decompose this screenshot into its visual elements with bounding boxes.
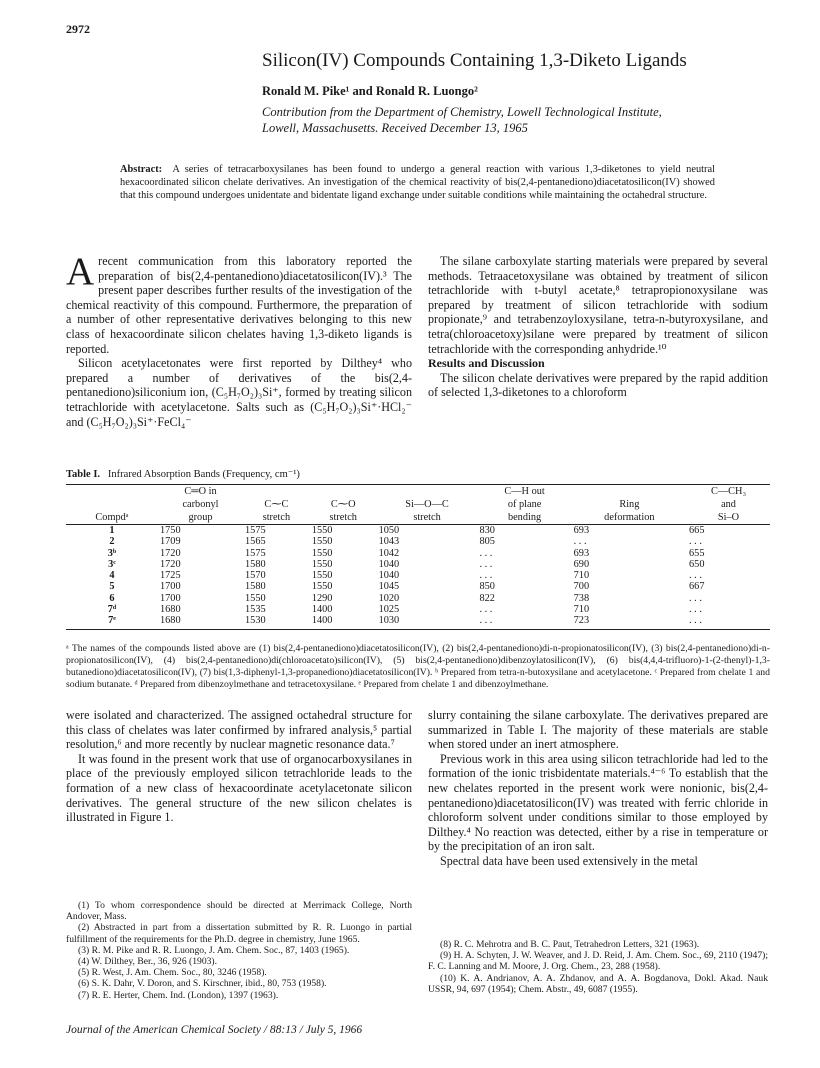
table-header-cell: C—CH₃ [687, 485, 770, 499]
table-row [66, 548, 770, 559]
table-row [66, 604, 770, 615]
table-cell: . . . [689, 570, 702, 582]
body-paragraph: Previous work in this area using silicon tetrachloride had led to the formation of the ionic trisbidentate materials.⁴⁻⁶ To establish that the new chelates reported in the present work were nonionic, bis(2,4-pentanediono)diacetatosilicon(IV) was treated with ferric chloride in chloroform solvent under conditions similar to those employed by Dilthey.⁴ No reaction was detected, either by a rise in temperature or by the precipitation of an iron salt. [428, 751, 768, 854]
footnote: (5) R. West, J. Am. Chem. Soc., 80, 3246 (1958). [78, 967, 267, 979]
footnote: (1) To whom correspondence should be directed at Merrimack College, North Andover, Mass. [66, 900, 412, 923]
footnote: (10) K. A. Andrianov, A. A. Zhdanov, and A. A. Bogdanova, Dokl. Akad. Nauk USSR, 94, 697 (1954); Chem. Abstr., 49, 6087 (1955). [428, 972, 768, 995]
footnotes-right [428, 939, 768, 995]
table-header-cell [66, 498, 158, 511]
footnotes-left [66, 900, 412, 1001]
table-cell: 1550 [311, 547, 333, 559]
table-header-cell: and [721, 499, 736, 510]
table-header-cell [377, 485, 478, 499]
table-header-cell: C⁓C [264, 499, 289, 510]
table-cell: 1720 [160, 547, 181, 559]
table-cell: 805 [479, 536, 495, 548]
table-cell: 710 [573, 604, 590, 616]
page-number: 2972 [66, 22, 90, 36]
journal-footer: Journal of the American Chemical Society / 88:13 / July 5, 1966 [66, 1024, 363, 1036]
table-cell: 710 [573, 570, 590, 582]
data-table [66, 484, 770, 630]
table-header-cell [572, 485, 687, 499]
table-row [66, 581, 770, 592]
compound-id-cell: 3ᵇ [107, 547, 117, 559]
footnote: (8) R. C. Mehrotra and B. C. Paut, Tetrahedron Letters, 321 (1963). [440, 939, 700, 950]
table-cell: . . . [689, 536, 702, 548]
table-cell: 1750 [160, 525, 181, 536]
footnote: (9) H. A. Schyten, J. W. Weaver, and J. D. Reid, J. Am. Chem. Soc., 69, 2110 (1947); F. C. Lanning and M. Moore, J. Org. Chem., 23, 288 (1958). [428, 950, 768, 973]
intro-paragraph [66, 250, 412, 356]
table-header-cell: C—H out [477, 485, 571, 499]
table-header-cell: of plane [507, 499, 542, 510]
table-footnotes: ᵃ The names of the compounds listed above are (1) bis(2,4-pentanediono)diacetatosilicon(IV), (2) bis(2,4-pentanediono)di-n-propionatosilicon(IV), (3) bis(2,4-pentanediono)di-n-propionatosilicon(IV), (4) bis(2,4-pentanediono)di(chloroacetato)silicon(IV), (5) bis(2,4-pentanediono)dibenzoylatosilicon(IV), (6) bis(4,4,4-trifluoro)-1-(2-thenyl)-1,3-butanediono)diacetatosilicon(IV), (7) bis(1,3-diphenyl-1,3-propanediono)diacetatosilicon(IV). ᵇ Prepared from tetra-n-butoxysilane and acetylacetone. ᶜ Prepared from chelate 1 and sodium butanate. ᵈ Prepared from dibenzoylmethane and tetracetoxysilane. ᵉ Prepared from chelate 1 and dibenzoylmethane. [66, 643, 770, 690]
table-cell: 1680 [160, 604, 181, 616]
table-cell: 690 [573, 558, 590, 570]
column-left-top [66, 250, 412, 429]
table-cell: 1550 [311, 525, 333, 536]
table-header-cell: Si—O—C [405, 499, 449, 510]
table-cell: 850 [479, 581, 495, 593]
compound-id-cell: 3ᶜ [108, 558, 116, 570]
footnote: (3) R. M. Pike and R. R. Luongo, J. Am. Chem. Soc., 87, 1403 (1965). [78, 944, 350, 956]
table-cell: 1535 [245, 604, 266, 616]
intro-text: recent communication from this laboratory reported the preparation of bis(2,4-pentanediono)diacetatosilicon(IV).³ The present paper describes further results of the investigation of the chemical reactivity of this compound. Furthermore, the preparation of a number of other representative derivatives belonging to this new class of hexacoordinate silicon chelates having 1,3-diketo ligands is reported. [66, 254, 412, 356]
authors: Ronald M. Pike¹ and Ronald R. Luongo² [262, 84, 478, 98]
table-cell: 723 [572, 615, 687, 629]
table-header-cell: group [158, 511, 243, 525]
table-cell: 1045 [378, 581, 400, 593]
table-cell: 650 [689, 558, 705, 570]
table-header-cell: Compdᵃ [66, 511, 158, 525]
body-paragraph: The silicon chelate derivatives were prepared by the rapid addition of selected 1,3-diketones to a chloroform [428, 370, 768, 400]
table-cell: 1290 [311, 592, 333, 604]
table-header-cell: stretch [243, 511, 310, 525]
table-header-cell [243, 485, 310, 499]
table-cell: 1575 [245, 525, 266, 536]
table-cell: 830 [479, 525, 495, 536]
compound-id-cell: 6 [109, 592, 115, 604]
table-cell: 1709 [160, 536, 181, 548]
footnote: (7) R. E. Herter, Chem. Ind. (London), 1397 (1963). [78, 989, 279, 1001]
table-cell: 665 [689, 525, 705, 536]
table-cell: 1565 [245, 536, 266, 548]
body-paragraph: Silicon acetylacetonates were first reported by Dilthey⁴ who prepared a number of derivatives of the bis(2,4-pentanediono)siliconium ion, (C₅H₇O₂)₃Si⁺, formed by treating silicon tetrachloride with acetylacetone. Salts such as (C₅H₇O₂)₃Si⁺·HCl₂⁻ and (C₅H₇O₂)₃Si⁺·FeCl₄⁻ [66, 356, 412, 429]
table-row [66, 536, 770, 547]
table-cell: 693 [573, 547, 590, 559]
column-left-bottom [66, 708, 412, 825]
table-cell: 1020 [378, 592, 400, 604]
table-header-cell [66, 485, 158, 499]
table-cell: 1400 [310, 615, 377, 629]
column-right-top [428, 254, 768, 400]
table-cell: 1025 [378, 604, 400, 616]
table-cell: 1680 [158, 615, 243, 629]
table-cell: 1725 [160, 570, 181, 582]
table-cell: 1042 [378, 547, 400, 559]
article-title: Silicon(IV) Compounds Containing 1,3-Diketo Ligands [262, 50, 687, 71]
table-cell: . . . [479, 558, 493, 570]
table-cell: 693 [573, 525, 590, 536]
table-cell: 1550 [311, 581, 333, 593]
table-header-cell: bending [477, 511, 571, 525]
table-header-cell: C⁓O [330, 499, 356, 510]
table-cell: 1570 [245, 570, 266, 582]
table-cell: 822 [479, 592, 495, 604]
column-right-bottom [428, 708, 768, 869]
table-cell: . . . [689, 604, 702, 616]
table-header-cell [310, 485, 377, 499]
affiliation-line-1: Contribution from the Department of Chemistry, Lowell Technological Institute, [262, 105, 662, 119]
compound-id-cell: 2 [109, 536, 115, 548]
table-cell: 1550 [311, 536, 333, 548]
table-cell: . . . [479, 547, 493, 559]
footnote: (2) Abstracted in part from a dissertation submitted by R. R. Luongo in partial fulfillment of the requirements for the Ph.D. degree in chemistry, June 1965. [66, 922, 412, 945]
table-cell: 1700 [160, 592, 181, 604]
table-cell: 1043 [378, 536, 400, 548]
body-paragraph: The silane carboxylate starting materials were prepared by several methods. Tetraacetoxysilane was obtained by treatment of silicon tetrachloride with t-butyl acetate,⁸ tetrapropionoxysilane was prepared by treatment of silicon tetrachloride with sodium propionate,⁹ and tetrabenzoyloxysilane, tetra-n-butyroxysilane, and tetra(chloroacetoxy)silane were prepared by treatment of silicon tetrachloride with the corresponding anhydride.¹⁰ [428, 254, 768, 356]
table-cell: 667 [689, 581, 705, 593]
table-cell: 1700 [160, 581, 181, 593]
table-cell: . . . [479, 570, 493, 582]
table-header-cell: stretch [377, 511, 478, 525]
table-header-cell: stretch [310, 511, 377, 525]
drop-cap: A [66, 250, 95, 293]
table-cell: 738 [573, 592, 590, 604]
table-cell: . . . [479, 604, 493, 616]
table-header-cell: Ring [619, 499, 640, 510]
table-title: Infrared Absorption Bands (Frequency, cm⁻¹) [107, 469, 300, 480]
body-paragraph: Spectral data have been used extensively in the metal [440, 853, 698, 868]
footnote: (4) W. Dilthey, Ber., 36, 926 (1903). [78, 956, 218, 968]
body-paragraph: slurry containing the silane carboxylate. The derivatives prepared are summarized in Table I. The majority of these materials are stable when stored under an inert atmosphere. [428, 708, 768, 752]
table-cell: 1530 [243, 615, 310, 629]
table-cell: 1040 [378, 558, 400, 570]
abstract-text: A series of tetracarboxysilanes has been found to undergo a general reaction with various 1,3-diketones to yield neutral hexacoordinated silicon chelate derivatives. An investigation of the chemical reactivity of bis(2,4-pentanediono)diacetatosilicon(IV) showed that this compound undergoes unidentate and bidentate ligand exchange under suitable conditions while maintaining the octahedral structure. [120, 164, 715, 201]
table-cell: . . . [687, 615, 770, 629]
table-cell: 1400 [311, 604, 333, 616]
table-cell: 1575 [245, 547, 266, 559]
table-cell: 1030 [377, 615, 478, 629]
table-header-cell: carbonyl [182, 499, 219, 510]
affiliation [262, 104, 662, 136]
table-row [66, 593, 770, 604]
table-cell: 655 [689, 547, 705, 559]
compound-id-cell: 7ᵉ [66, 615, 158, 629]
section-heading: Results and Discussion [428, 356, 545, 371]
table-cell: 1550 [245, 592, 266, 604]
table-cell: 1550 [311, 558, 333, 570]
table-cell: . . . [477, 615, 571, 629]
table-cell: 1580 [245, 558, 266, 570]
compound-id-cell: 7ᵈ [107, 604, 117, 616]
table-row [66, 525, 770, 537]
table-cell: 700 [573, 581, 590, 593]
table-header-cell: C═O in [158, 485, 243, 499]
table-cell: . . . [573, 536, 587, 548]
table-cell: 1050 [378, 525, 400, 536]
compound-id-cell: 1 [109, 525, 115, 536]
table-row [66, 570, 770, 581]
table-header-cell: Si–O [687, 511, 770, 525]
table-header-cell: deformation [572, 511, 687, 525]
table-cell: . . . [689, 592, 702, 604]
footnote: (6) S. K. Dahr, V. Doron, and S. Kirschner, ibid., 80, 753 (1958). [78, 978, 327, 990]
body-paragraph: It was found in the present work that use of organocarboxysilanes in place of the previously employed silicon tetrachloride leads to the formation of a new class of hexacoordinate acetylacetonate silicon derivatives. The general structure of the new silicon chelates is illustrated in Figure 1. [66, 751, 412, 825]
abstract [120, 163, 715, 202]
body-paragraph: were isolated and characterized. The assigned octahedral structure for this class of chelates was later confirmed by infrared analysis,⁵ partial resolution,⁶ and more recently by nuclear magnetic resonance data.⁷ [66, 708, 412, 752]
compound-id-cell: 4 [109, 570, 115, 582]
abstract-label: Abstract: [120, 164, 163, 175]
ir-table [66, 484, 770, 630]
table-label: Table I. [66, 469, 101, 480]
table-cell: 1550 [311, 570, 333, 582]
compound-id-cell: 5 [109, 581, 115, 593]
table-cell: 1720 [160, 558, 181, 570]
table-cell: 1580 [245, 581, 266, 593]
table-caption [66, 468, 300, 480]
table-row [66, 559, 770, 570]
table-row [66, 615, 770, 629]
table-cell: 1040 [378, 570, 400, 582]
affiliation-line-2: Lowell, Massachusetts. Received December 13, 1965 [262, 121, 528, 135]
